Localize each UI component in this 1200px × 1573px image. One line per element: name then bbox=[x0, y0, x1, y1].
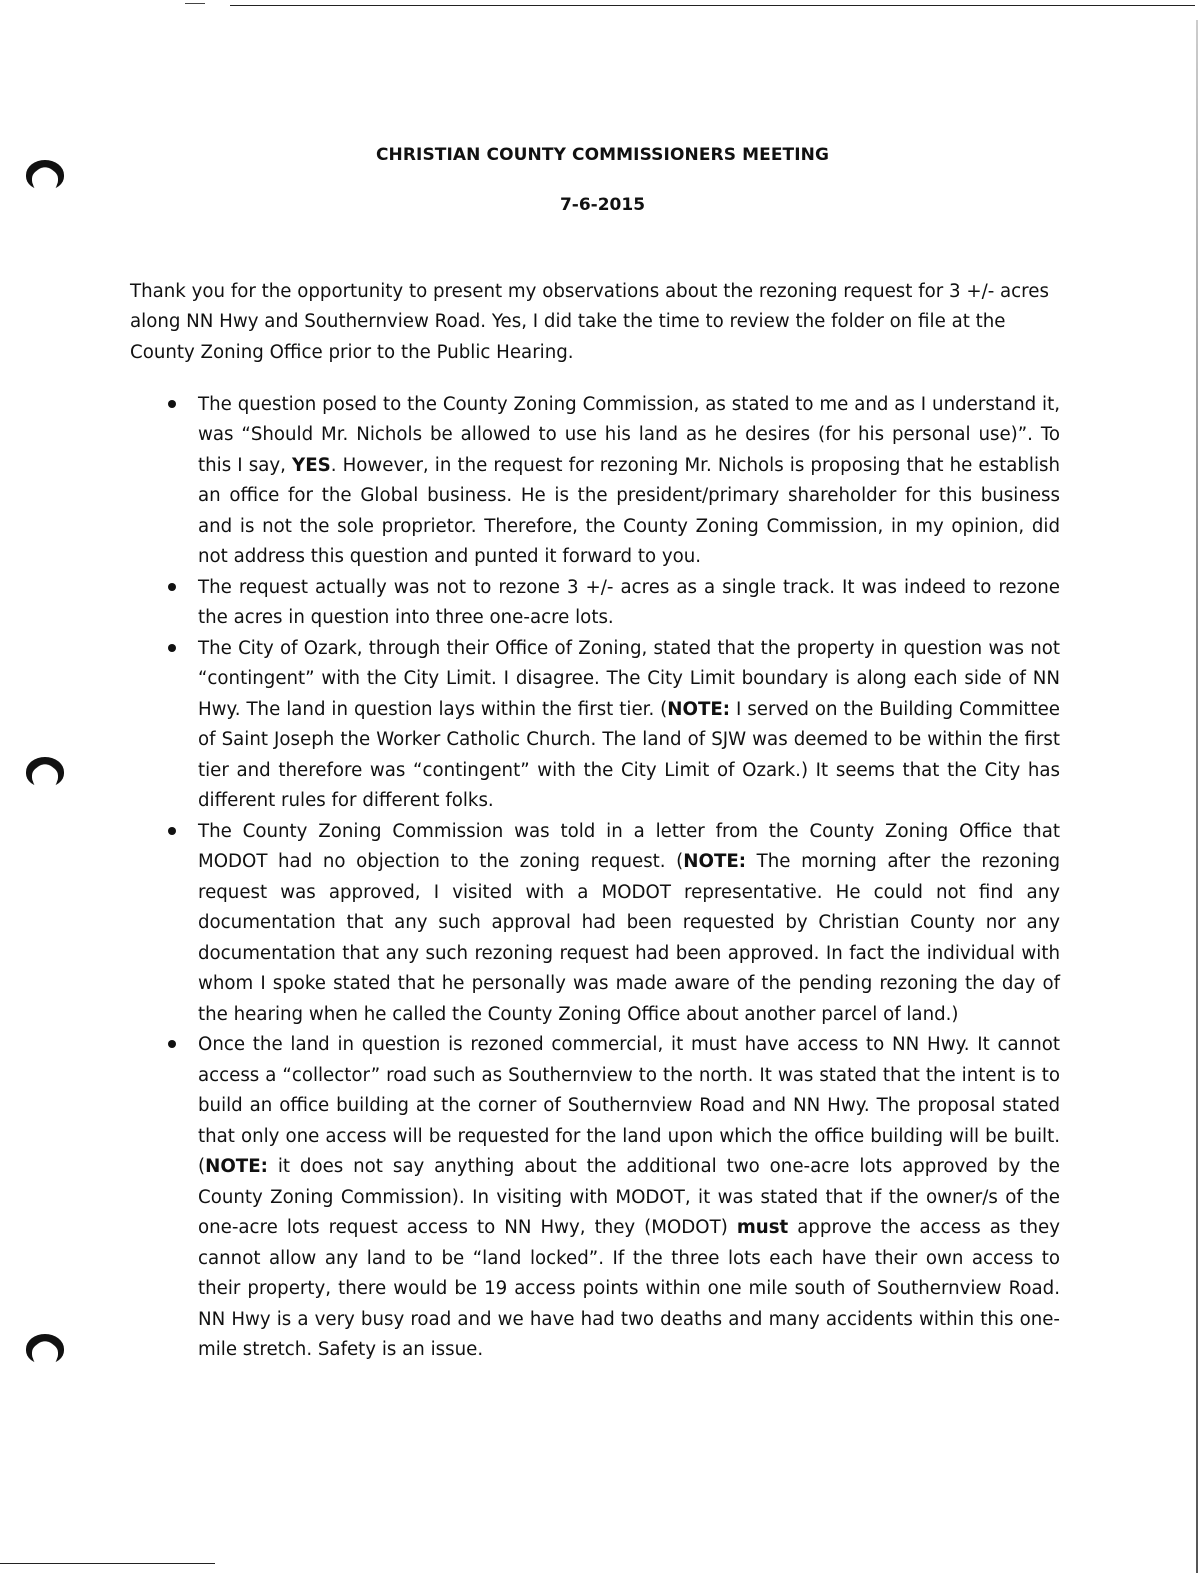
document-date: 7-6-2015 bbox=[559, 195, 646, 215]
emphasis-must: must bbox=[736, 1217, 789, 1239]
document-title: CHRISTIAN COUNTY COMMISSIONERS MEETING bbox=[375, 145, 830, 165]
scan-artifact-line bbox=[230, 5, 1195, 6]
document-page bbox=[130, 130, 1060, 1366]
scan-artifact-line bbox=[0, 1563, 215, 1564]
note-label: NOTE: bbox=[667, 698, 731, 720]
list-item: The question posed to the County Zoning Commission, as stated to me and as I understand it, was “Should Mr. Nichols be allowed to use his land as he desires (for his personal use)”. To this I say, YES. However, in the request for rezoning Mr. Nichols is proposing that he establish an office for the Global business. He is the president/primary shareholder for this business and is not the sole proprietor. Therefore, the County Zoning Commission, in my opinion, did not address this question and punted it forward to you. bbox=[130, 390, 1060, 573]
bullet-icon bbox=[168, 827, 176, 835]
list-item: The County Zoning Commission was told in a letter from the County Zoning Office that MODOT had no objection to the zoning request. (NOTE: The morning after the rezoning request was approved, I visited with a MODOT representative. He could not find any documentation that any such approval had been requested by Christian County nor any documentation that any such rezoning request had been approved. In fact the individual with whom I spoke stated that he personally was made aware of the pending rezoning the day of the hearing when he called the County Zoning Office about another parcel of land.) bbox=[130, 817, 1060, 1031]
intro-paragraph: Thank you for the opportunity to present my observations about the rezoning request for 3 +/- acres along NN Hwy and Southernview Road. Yes, I did take the time to review the folder on file at the County Zoning Office prior to the Public Hearing. bbox=[130, 281, 1049, 363]
list-item: The request actually was not to rezone 3 +/- acres as a single track. It was indeed to rezone the acres in question into three one-acre lots. bbox=[130, 573, 1060, 634]
note-label: NOTE: bbox=[683, 851, 747, 873]
punch-hole-icon bbox=[26, 1334, 64, 1364]
scan-page-edge bbox=[1196, 20, 1198, 1573]
bullet-icon bbox=[168, 400, 176, 408]
punch-hole-icon bbox=[26, 160, 64, 190]
bullet-icon bbox=[168, 1040, 176, 1048]
bullet-icon bbox=[168, 644, 176, 652]
list-item: The City of Ozark, through their Office of Zoning, stated that the property in question was not “contingent” with the City Limit. I disagree. The City Limit boundary is along each side of NN Hwy. The land in question lays within the first tier. (NOTE: I served on the Building Committee of Saint Joseph the Worker Catholic Church. The land of SJW was deemed to be within the first tier and therefore was “contingent” with the City Limit of Ozark.) It seems that the City has different rules for different folks. bbox=[130, 634, 1060, 817]
note-label: NOTE: bbox=[205, 1156, 268, 1178]
punch-hole-icon bbox=[26, 757, 64, 787]
emphasis-yes: YES bbox=[292, 454, 331, 476]
bullet-icon bbox=[168, 583, 176, 591]
scan-artifact-line bbox=[185, 3, 205, 4]
observations-list bbox=[130, 390, 1060, 1366]
list-item: Once the land in question is rezoned commercial, it must have access to NN Hwy. It cannot access a “collector” road such as Southernview to the north. It was stated that the intent is to build an office building at the corner of Southernview Road and NN Hwy. The proposal stated that only one access will be requested for the land upon which the office building will be built. (NOTE: it does not say anything about the additional two one-acre lots approved by the County Zoning Commission). In visiting with MODOT, it was stated that if the owner/s of the one-acre lots request access to NN Hwy, they (MODOT) must approve the access as they cannot allow any land to be “land locked”. If the three lots each have their own access to their property, there would be 19 access points within one mile south of Southernview Road. NN Hwy is a very busy road and we have had two deaths and many accidents within this one-mile stretch. Safety is an issue. bbox=[130, 1030, 1060, 1366]
